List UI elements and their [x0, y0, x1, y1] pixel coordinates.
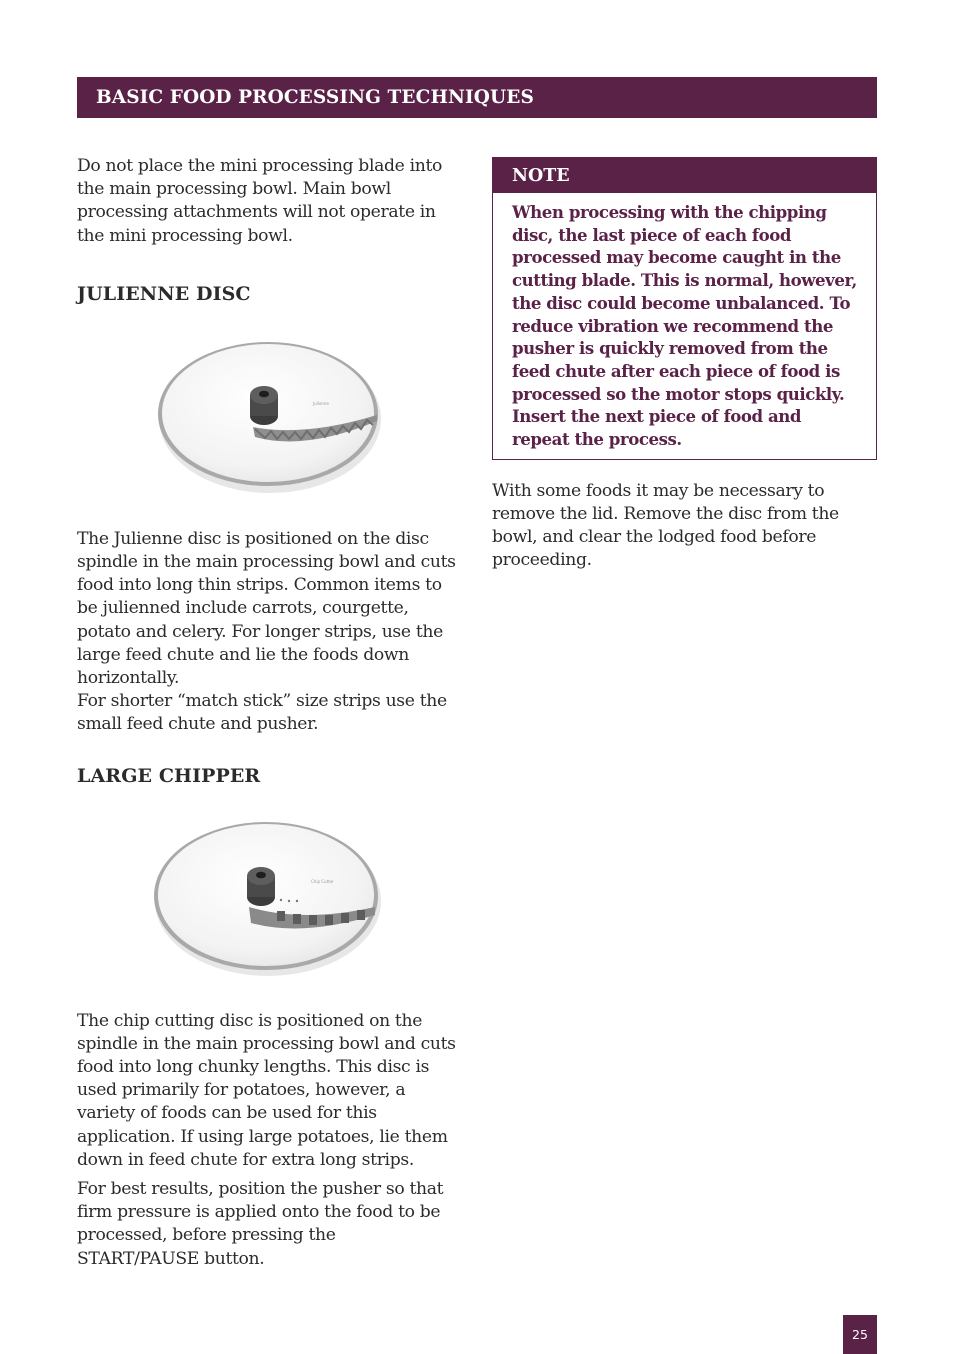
- right-column: [492, 157, 877, 573]
- julienne-heading: JULIENNE DISC: [77, 282, 251, 305]
- chipper-paragraph: The chip cutting disc is positioned on the spindle in the main processing bowl and cuts food into long chunky lengths. This disc is used primarily for potatoes, however, a variety of foods can be used for this application. If using large potatoes, lie them down in feed chute for extra long strips.: [77, 1010, 456, 1170]
- chipper-heading: LARGE CHIPPER: [77, 764, 261, 787]
- julienne-paragraph-2: For shorter “match stick” size strips use the small feed chute and pusher.: [77, 691, 447, 735]
- julienne-disc-label: Julienne: [313, 400, 329, 406]
- note-box: [492, 157, 877, 460]
- julienne-disc-image: [155, 339, 385, 509]
- chipper-disc-image: [153, 821, 383, 991]
- chipper-disc-illustration: [153, 821, 383, 991]
- section-title: BASIC FOOD PROCESSING TECHNIQUES: [96, 87, 534, 108]
- section-title-bar: [77, 77, 877, 118]
- julienne-disc-illustration: [155, 339, 385, 509]
- intro-paragraph: Do not place the mini processing blade into the main processing bowl. Main bowl processing attachments will not operate in the mini processing bowl.: [77, 156, 443, 246]
- chipper-disc-label: Chip Cutter: [311, 878, 334, 884]
- lid-paragraph: With some foods it may be necessary to remove the lid. Remove the disc from the bowl, and clear the lodged food before proceeding.: [492, 480, 839, 571]
- left-column: [77, 155, 462, 1271]
- page-number: 25: [843, 1315, 877, 1354]
- chipper-paragraph-2: For best results, position the pusher so that firm pressure is applied onto the food to be processed, before pressing the START/PAUSE button.: [77, 1179, 444, 1269]
- note-body: When processing with the chipping disc, the last piece of each food processed may become caught in the cutting blade. This is normal, however, the disc could become unbalanced. To reduce vibration we recommend the pusher is quickly removed from the feed chute after each piece of food is processed so the motor stops quickly. Insert the next piece of food and repeat the process.: [512, 202, 857, 450]
- note-title: NOTE: [493, 158, 876, 193]
- julienne-paragraph: The Julienne disc is positioned on the disc spindle in the main processing bowl and cuts food into long thin strips. Common items to be julienned include carrots, courgette, potato and celery. For longer strips, use the large feed chute and lie the foods down horizontally.: [77, 528, 456, 689]
